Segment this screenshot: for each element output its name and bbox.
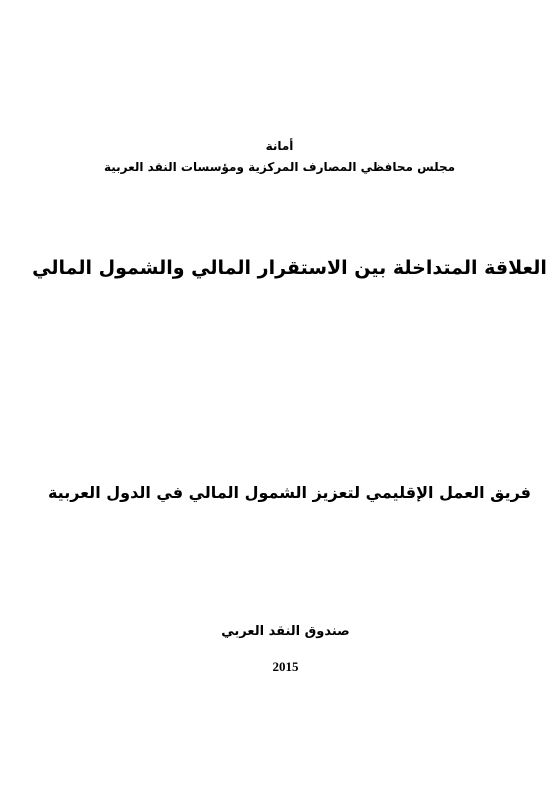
secretariat-label: أمانة	[265, 139, 294, 153]
working-group-name: فريق العمل الإقليمي لتعزيز الشمول المالي في الدول العربية	[47, 483, 532, 502]
document-title: العلاقة المتداخلة بين الاستقرار المالي والشمول المالي	[32, 257, 547, 279]
council-name: مجلس محافظي المصارف المركزية ومؤسسات النقد العربية	[103, 160, 456, 174]
publisher-name: صندوق النقد العربي	[221, 624, 350, 639]
publication-year: 2015	[272, 659, 299, 674]
